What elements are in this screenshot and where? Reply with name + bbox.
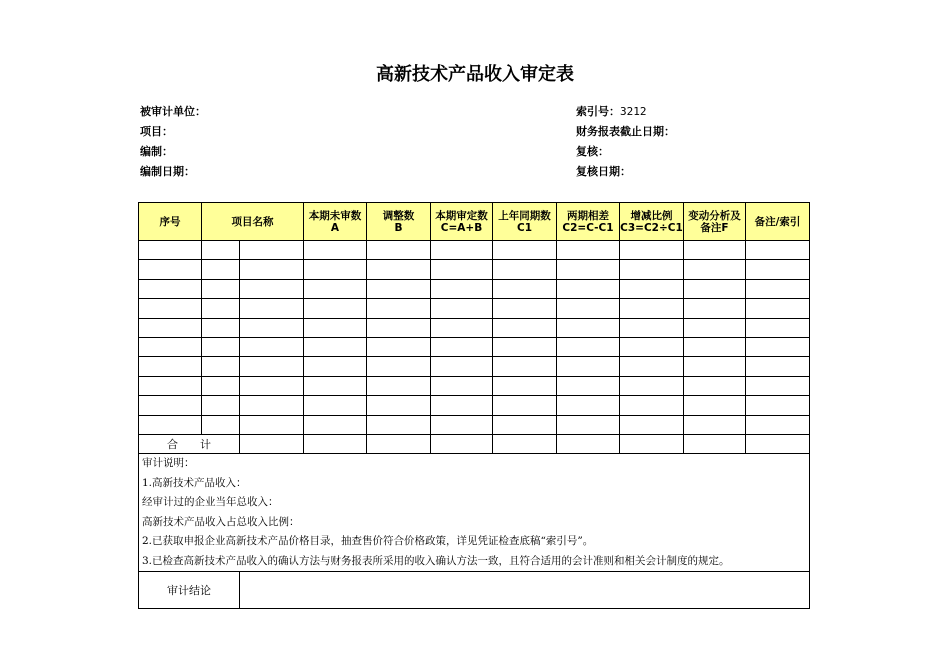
meta-prepared-by: 编制： xyxy=(140,145,173,158)
note-line: 审计说明： xyxy=(142,457,195,470)
total-row xyxy=(139,434,810,453)
meta-report-end-date: 财务报表截止日期： xyxy=(576,125,675,138)
meta-reviewer: 复核： xyxy=(576,145,609,158)
header-prior-period: 上年同期数 C1 xyxy=(493,203,557,241)
total-label: 合 计 xyxy=(139,434,240,453)
header-difference: 两期相差 C2=C-C1 xyxy=(557,203,620,241)
table-row xyxy=(139,357,810,376)
meta-index-no: 索引号：3212 xyxy=(576,105,647,118)
table-row xyxy=(139,241,810,260)
table-row xyxy=(139,376,810,395)
header-unaudited: 本期未审数 A xyxy=(304,203,367,241)
table-row xyxy=(139,415,810,434)
note-line: 高新技术产品收入占总收入比例： xyxy=(142,515,300,528)
table-row xyxy=(139,318,810,337)
meta-audited-unit: 被审计单位： xyxy=(140,105,206,118)
conclusion-label: 审计结论 xyxy=(139,572,240,609)
header-item-name: 项目名称 xyxy=(202,203,304,241)
header-adjustment: 调整数 B xyxy=(367,203,431,241)
table-row xyxy=(139,279,810,298)
table-row xyxy=(139,299,810,318)
note-line: 经审计过的企业当年总收入： xyxy=(142,496,279,509)
audit-table xyxy=(138,202,810,609)
header-remark: 备注/索引 xyxy=(746,203,810,241)
conclusion-field[interactable] xyxy=(240,572,810,609)
meta-prepared-date: 编制日期： xyxy=(140,165,195,178)
note-line: 3.已检查高新技术产品收入的确认方法与财务报表所采用的收入确认方法一致，且符合适用的会计准则和相关会计制度的规定。 xyxy=(142,554,730,567)
header-analysis: 变动分析及 备注F xyxy=(684,203,746,241)
meta-project: 项目： xyxy=(140,125,173,138)
audit-notes xyxy=(139,454,810,572)
header-change-ratio: 增减比例 C3=C2÷C1 xyxy=(620,203,684,241)
table-row xyxy=(139,337,810,356)
header-seq: 序号 xyxy=(139,203,202,241)
note-line: 2.已获取申报企业高新技术产品价格目录，抽查售价符合价格政策，详见凭证检查底稿“索引号”。 xyxy=(142,535,594,548)
header-audited: 本期审定数 C=A+B xyxy=(431,203,493,241)
table-row xyxy=(139,260,810,279)
note-line: 1.高新技术产品收入： xyxy=(142,476,247,489)
table-row xyxy=(139,396,810,415)
meta-review-date: 复核日期： xyxy=(576,165,631,178)
page-title: 高新技术产品收入审定表 xyxy=(376,64,574,85)
